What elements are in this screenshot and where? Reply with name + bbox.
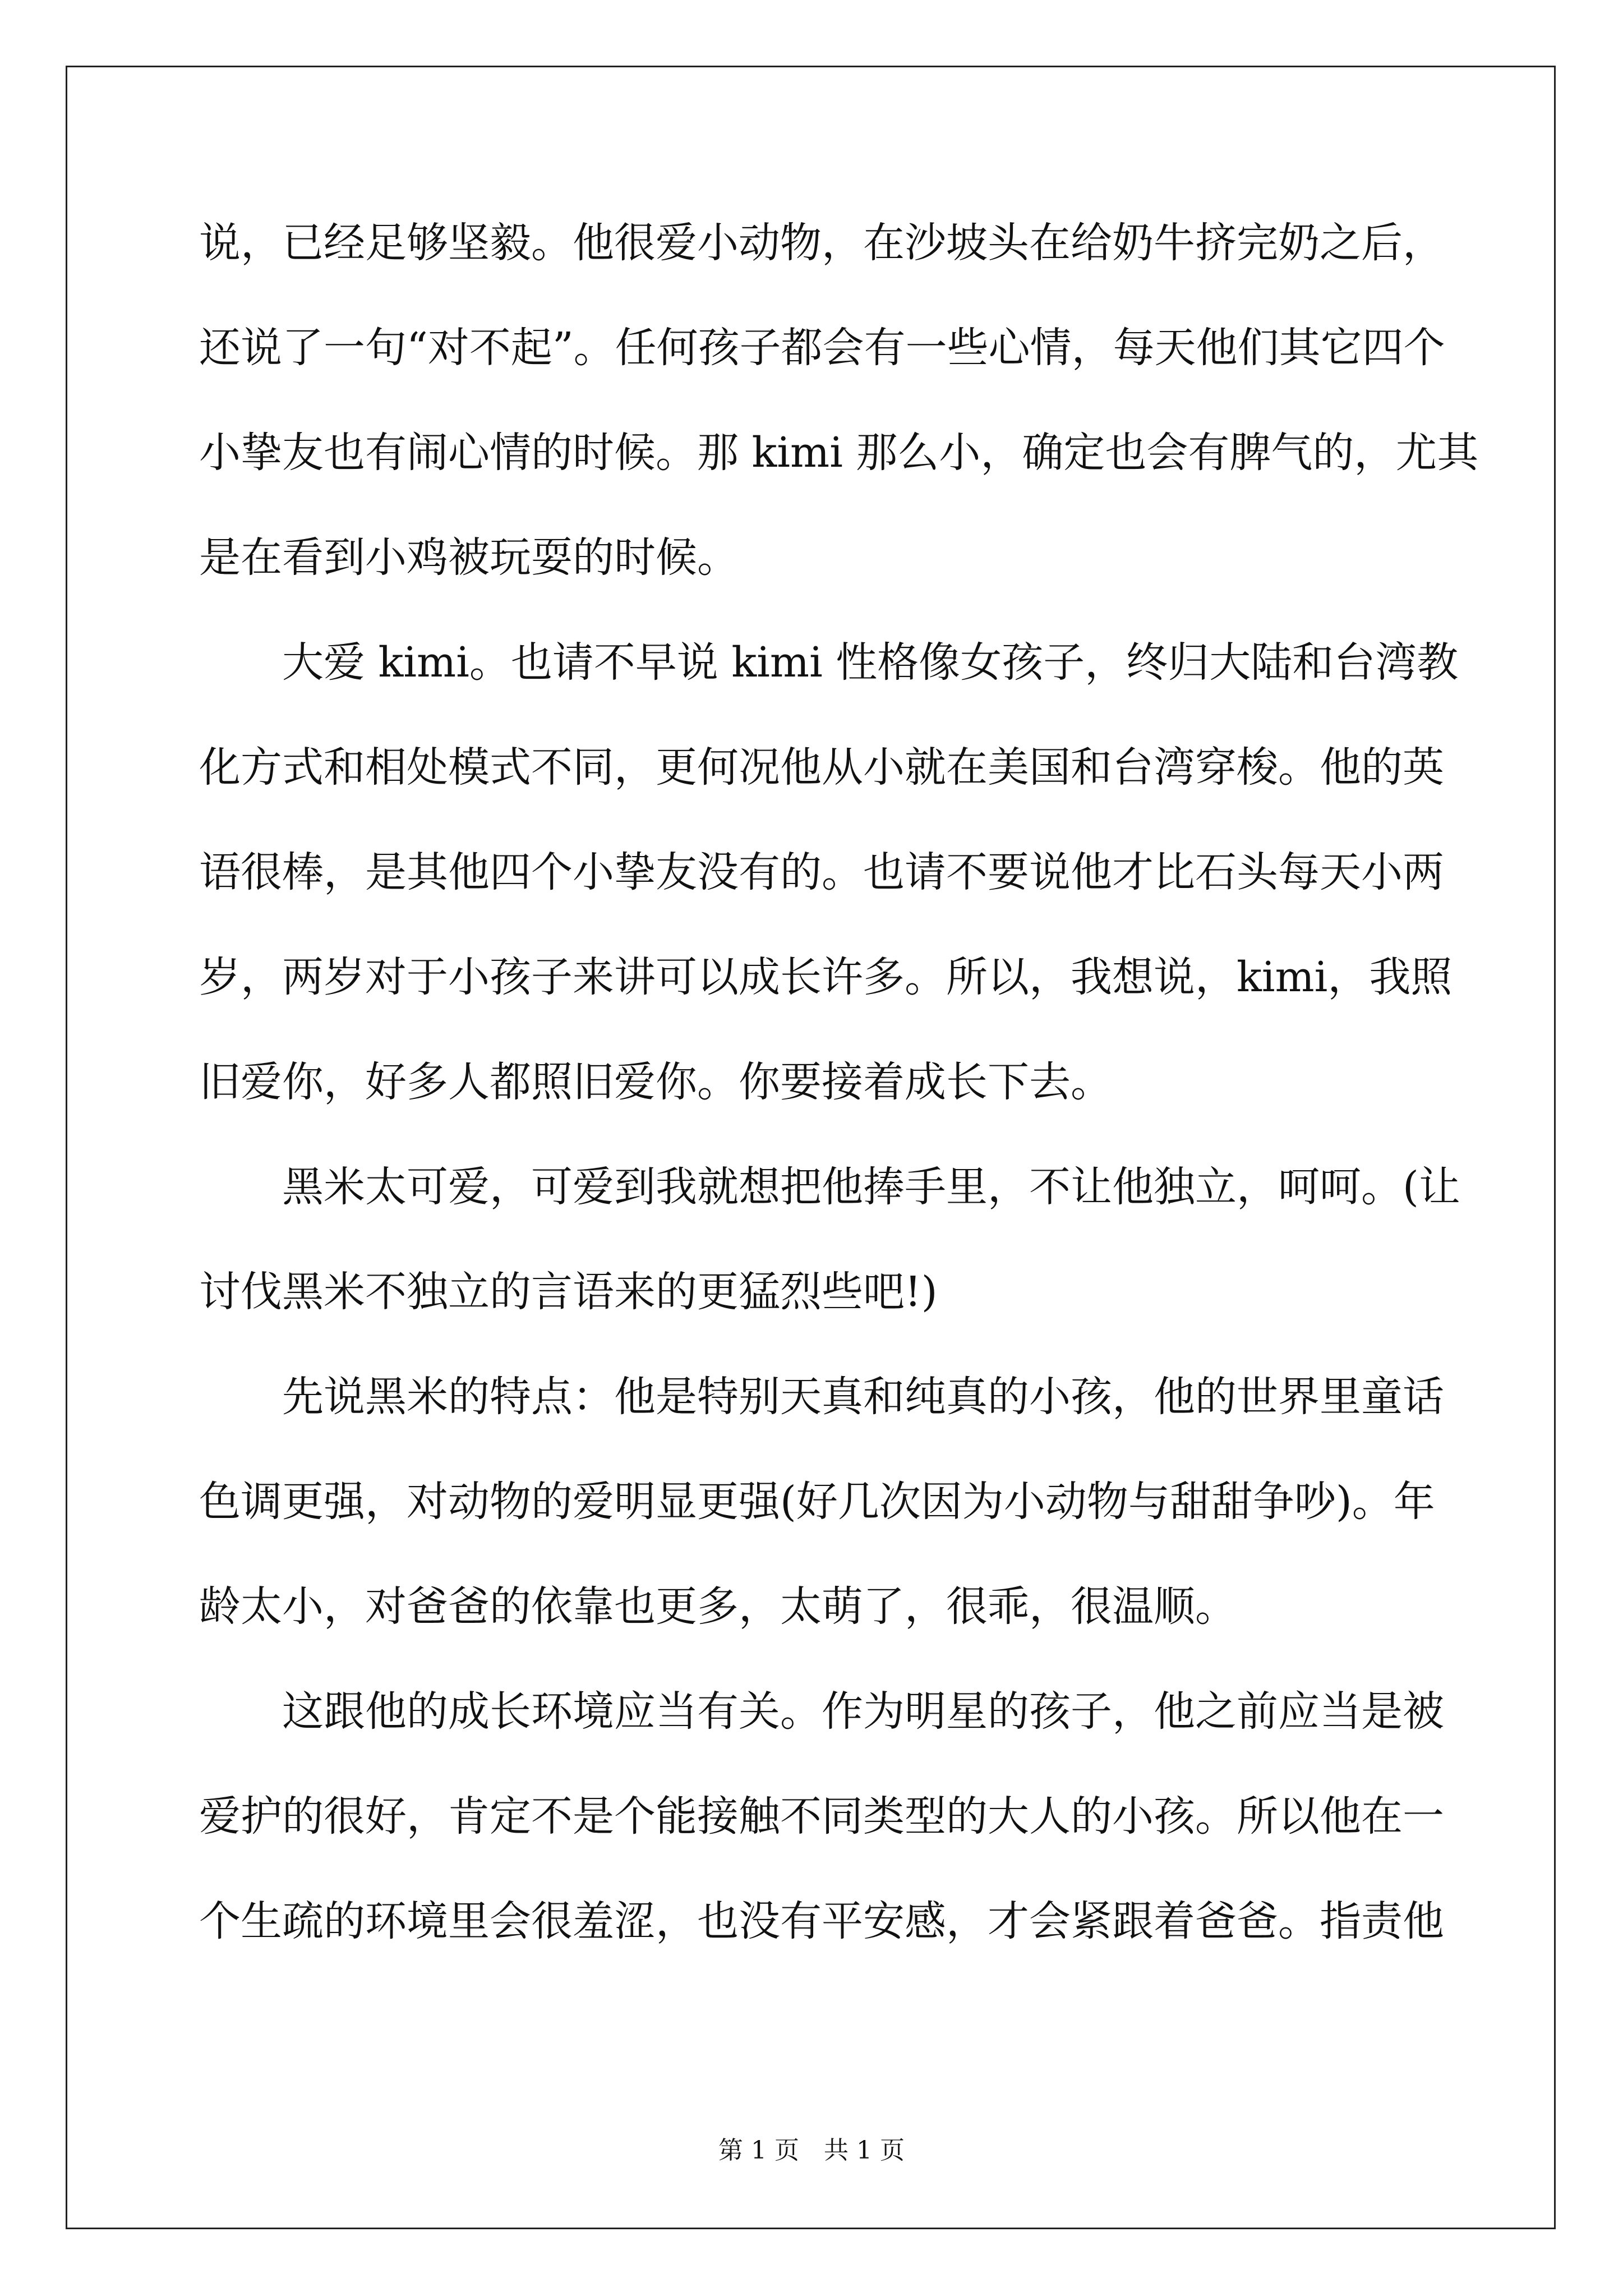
text-line: 爱护的很好，肯定不是个能接触不同类型的大人的小孩。所以他在一 xyxy=(199,1792,1444,1841)
document-body xyxy=(199,191,1479,1974)
text-line: 讨伐黑米不独立的言语来的更猛烈些吧!) xyxy=(199,1268,938,1316)
text-line: 还说了一句“对不起”。任何孩子都会有一些心情，每天他们其它四个 xyxy=(199,324,1445,372)
paragraph-start-line: 这跟他的成长环境应当有关。作为明星的孩子，他之前应当是被 xyxy=(282,1687,1444,1736)
paragraph-start-line: 黑米太可爱，可爱到我就想把他捧手里，不让他独立，呵呵。(让 xyxy=(282,1163,1460,1211)
paragraph-start-line: 大爱 kimi。也请不早说 kimi 性格像女孩子，终归大陆和台湾教 xyxy=(282,638,1459,687)
text-line: 语很棒，是其他四个小挚友没有的。也请不要说他才比石头每天小两 xyxy=(199,848,1444,896)
text-line: 岁，两岁对于小孩子来讲可以成长许多。所以，我想说，kimi，我照 xyxy=(199,953,1453,1001)
paragraph-start-line: 先说黑米的特点：他是特别天真和纯真的小孩，他的世界里童话 xyxy=(282,1373,1444,1421)
text-line: 说，已经足够坚毅。他很爱小动物，在沙坡头在给奶牛挤完奶之后， xyxy=(199,219,1444,267)
text-line: 个生疏的环境里会很羞涩，也没有平安感，才会紧跟着爸爸。指责他 xyxy=(199,1897,1444,1945)
page-number-footer: 第 1 页 共 1 页 xyxy=(718,2136,905,2165)
text-line: 色调更强，对动物的爱明显更强(好几次因为小动物与甜甜争吵)。年 xyxy=(199,1478,1435,1526)
text-line: 化方式和相处模式不同，更何况他从小就在美国和台湾穿梭。他的英 xyxy=(199,743,1444,792)
text-line: 龄太小，对爸爸的依靠也更多，太萌了，很乖，很温顺。 xyxy=(199,1582,1237,1631)
text-line: 小挚友也有闹心情的时候。那 kimi 那么小，确定也会有脾气的，尤其 xyxy=(199,429,1479,477)
text-line: 是在看到小鸡被玩耍的时候。 xyxy=(199,533,739,582)
text-line: 旧爱你，好多人都照旧爱你。你要接着成长下去。 xyxy=(199,1058,1112,1106)
